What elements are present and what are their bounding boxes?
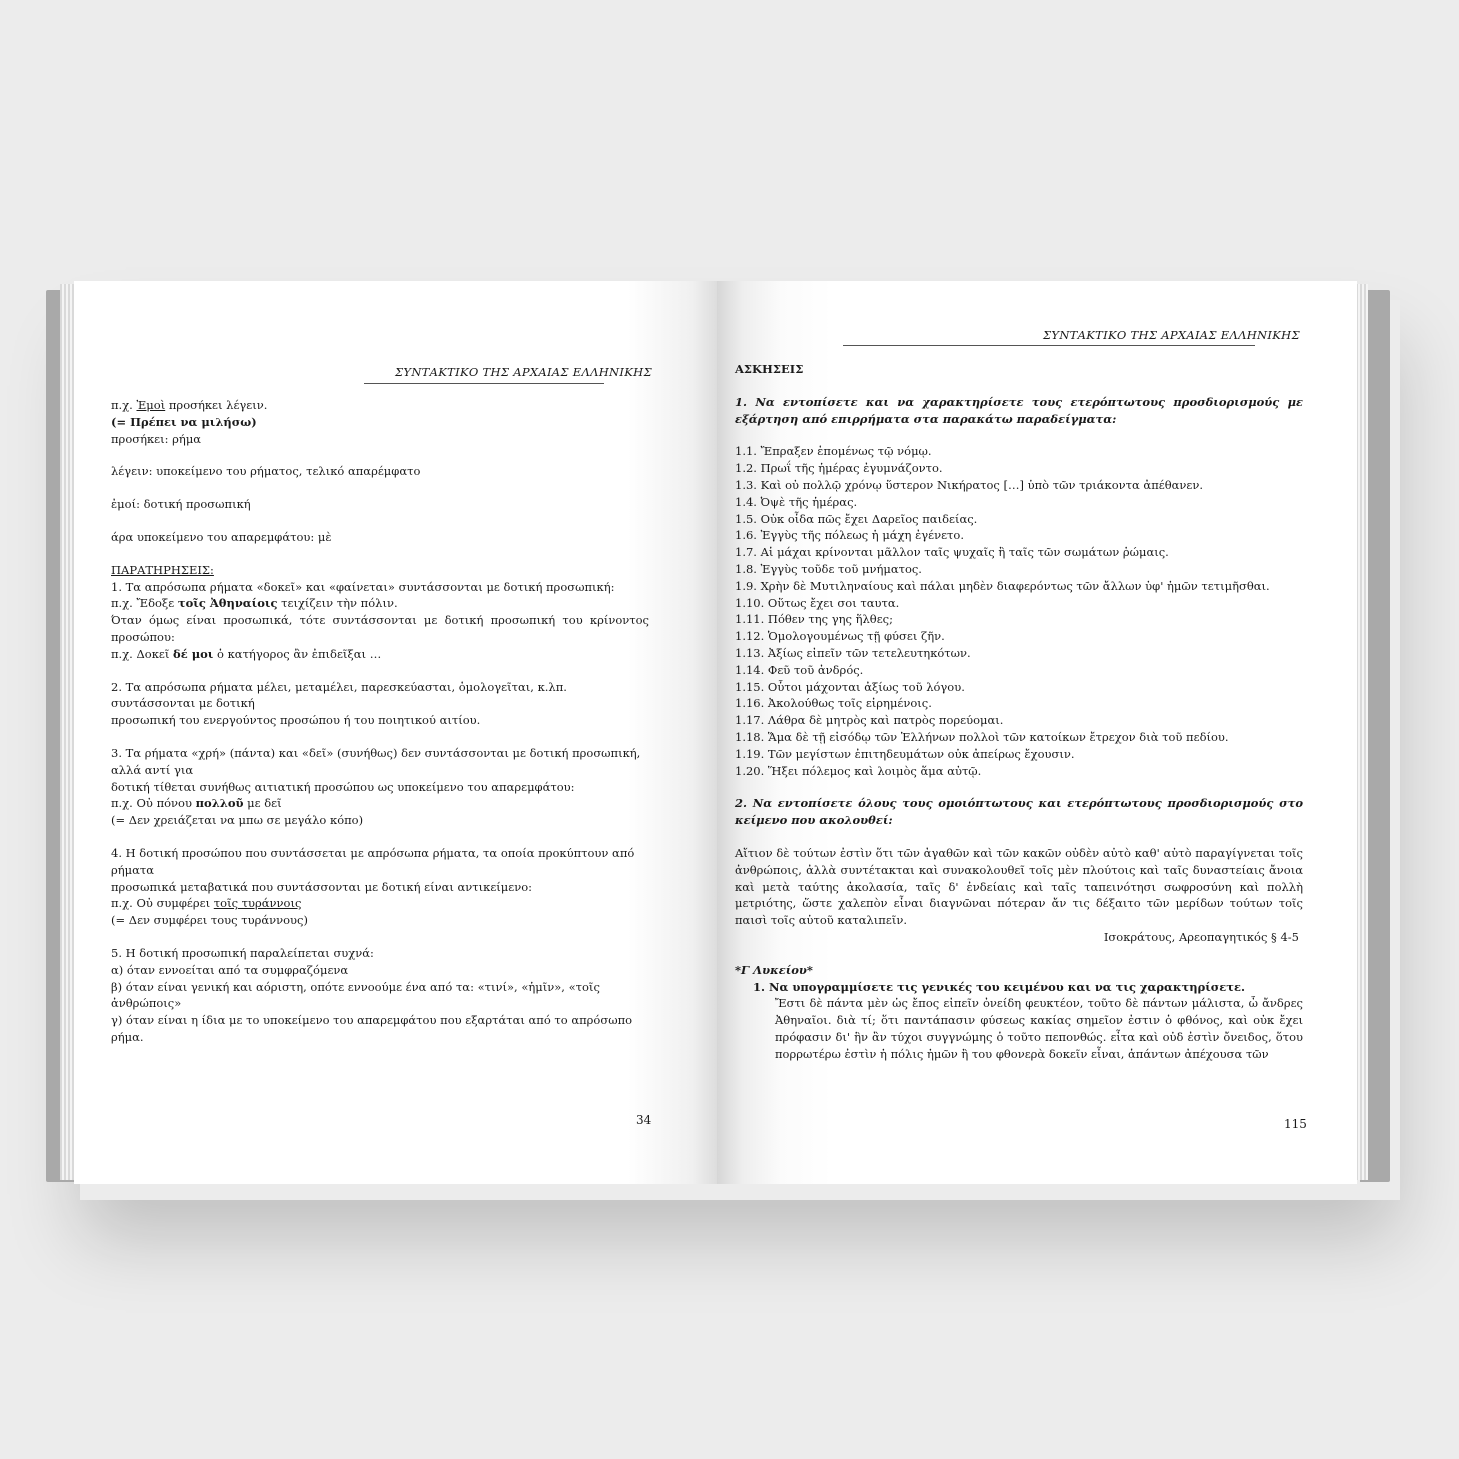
analysis-line: άρα υποκείμενο του απαρεμφάτου: μὲ <box>111 529 332 544</box>
lyceum-task: 1. Να υπογραμμίσετε τις γενικές του κειμένου και να τις χαρακτηρίσετε. <box>753 979 1246 994</box>
note-line: προσωπική του ενεργούντος προσώπου ή του ποιητικού αιτίου. <box>111 713 481 728</box>
note-line: προσωπικά μεταβατικά που συντάσσονται με δοτική είναι αντικείμενο: <box>111 879 533 894</box>
example-sentence: π.χ. Ἐμοὶ προσήκει λέγειν. <box>111 398 268 412</box>
analysis-line: λέγειν: υποκείμενο του ρήματος, τελικό απαρέμφατο <box>111 464 421 479</box>
list-item: 1.13. Ἀξίως εἰπεῖν τῶν τετελευτηκότων. <box>735 645 971 660</box>
note-example: π.χ. Οὐ συμφέρει τοῖς τυράννοις <box>111 896 302 911</box>
note-translation: (= Δεν χρειάζεται να μπω σε μεγάλο κόπο) <box>111 813 364 828</box>
note-example: π.χ. Ἔδοξε τοῖς Ἀθηναίοις τειχίζειν τὴν πόλιν. <box>111 596 398 611</box>
right-page <box>717 281 1357 1184</box>
source-citation: Ισοκράτους, Αρεοπαγητικός § 4-5 <box>1103 929 1299 944</box>
running-head-rule <box>843 345 1255 346</box>
left-page-body <box>111 397 649 1046</box>
lyceum-text: Ἔστι δὲ πάντα μὲν ὡς ἔπος εἰπεῖν ὀνείδη φευκτέον, τοῦτο δὲ πάντων μάλιστα, ὦ ἄνδρες Ἀθηναῖοι. διὰ τί; ὅτι παντάπασιν φύσεως κακίας σημεῖον ἐστιν ὁ φθόνος, καὶ οὐκ ἔχει πρόφασιν δι' ἣν ἂν τύχοι συγγνώμης ὁ τοῦτο πεπονθώς. εἶτα καὶ οὐδ ἐστὶν ὄνειδος, ὅτου πορρωτέρω ἐστὶν ἡ πόλις ἡμῶν ἢ του φθονερὰ δοκεῖν εἶναι, ἁπάντων ἀπέχουσα τῶν <box>775 996 1303 1061</box>
note-line: 5. Η δοτική προσωπική παραλείπεται συχνά: <box>111 945 374 960</box>
list-item: 1.18. Ἅμα δὲ τῇ εἰσόδῳ τῶν Ἑλλήνων πολλοὶ τῶν κατοίκων ἔτρεχον διὰ τοῦ πεδίου. <box>735 729 1229 744</box>
section-title: ΑΣΚΗΣΕΙΣ <box>735 362 804 376</box>
running-head-rule <box>364 383 604 384</box>
analysis-line: ἐμοί: δοτική προσωπική <box>111 497 251 512</box>
note-example: π.χ. Δοκεῖ δέ μοι ὁ κατήγορος ἂν ἐπιδεῖξαι … <box>111 646 382 661</box>
note-line: β) όταν είναι γενική και αόριστη, οπότε εννοούμε ένα από τα: «τινί», «ἡμῖν», «τοῖς ἀνθρώποις» <box>111 979 600 1011</box>
list-item: 1.2. Πρωΐ τῆς ἡμέρας ἐγυμνάζοντο. <box>735 461 943 476</box>
list-item: 1.15. Οὗτοι μάχονται ἀξίως τοῦ λόγου. <box>735 679 965 694</box>
page-number: 34 <box>636 1113 652 1127</box>
exercise-1-list <box>735 443 1303 779</box>
running-head: ΣΥΝΤΑΚΤΙΚΟ ΤΗΣ ΑΡΧΑΙΑΣ ΕΛΛΗΝΙΚΗΣ <box>395 365 652 379</box>
analysis-line: προσήκει: ρήμα <box>111 431 202 446</box>
observations-heading: ΠΑΡΑΤΗΡΗΣΕΙΣ: <box>111 562 214 577</box>
page-number: 115 <box>1284 1117 1307 1131</box>
exercise-2-text: Αἴτιον δὲ τούτων ἐστὶν ὅτι τῶν ἀγαθῶν καὶ τῶν κακῶν οὐδὲν αὐτὸ καθ' αὑτὸ παραγίγνεται τοῖς ἀνθρώποις, ἀλλὰ συντέτακται καὶ συνακολουθεῖ τοῖς μὲν πλούτοις καὶ ταῖς δυναστείαις ἄνοια καὶ μετὰ ταύτης ἀκολασία, ταῖς δ' ἐνδείαις καὶ ταῖς ταπεινότησι σωφροσύνη καὶ πολλὴ μετριότης, ὥστε χαλεπὸν εἶναι διαγνῶναι πότεραν ἄν τις δέξαιτο τῶν μερίδων τούτων τοῖς παισὶ τοῖς αὑτοῦ καταλιπεῖν. <box>735 845 1303 928</box>
list-item: 1.20. Ἥξει πόλεμος καὶ λοιμὸς ἅμα αὐτῷ. <box>735 763 982 778</box>
list-item: 1.1. Ἔπραξεν ἑπομένως τῷ νόμῳ. <box>735 444 932 459</box>
note-line: δοτική τίθεται συνήθως αιτιατική προσώπου ως υποκείμενο του απαρεμφάτου: <box>111 779 575 794</box>
list-item: 1.9. Χρὴν δὲ Μυτιληναίους καὶ πάλαι μηδὲν διαφερόντως τῶν ἄλλων ὑφ' ἡμῶν τετιμῆσθαι. <box>735 578 1270 593</box>
note-line: γ) όταν είναι η ίδια με το υποκείμενο του απαρεμφάτου που εξαρτάται από το απρόσωπο ρήμα. <box>111 1013 633 1044</box>
list-item: 1.7. Αἱ μάχαι κρίνονται μᾶλλον ταῖς ψυχαῖς ἢ ταῖς τῶν σωμάτων ῥώμαις. <box>735 545 1169 560</box>
list-item: 1.5. Οὐκ οἶδα πῶς ἔχει Δαρεῖος παιδείας. <box>735 511 978 526</box>
list-item: 1.14. Φεῦ τοῦ ἀνδρός. <box>735 662 864 677</box>
list-item: 1.3. Καὶ οὐ πολλῷ χρόνῳ ὕστερον Νικήρατος […] ὑπὸ τῶν τριάκοντα ἀπέθανεν. <box>735 477 1204 492</box>
list-item: 1.17. Λάθρα δὲ μητρὸς καὶ πατρὸς πορεύομαι. <box>735 713 1004 728</box>
note-line: 2. Τα απρόσωπα ρήματα μέλει, μεταμέλει, παρεσκεύασται, ὁμολογεῖται, κ.λπ. συντάσσονται με δοτική <box>111 679 567 711</box>
exercise-1-title: 1. Να εντοπίσετε και να χαρακτηρίσετε τους ετερόπτωτους προσδιορισμούς με εξάρτηση από επιρρήματα στα παρακάτω παραδείγματα: <box>735 394 1303 426</box>
note-line: 4. Η δοτική προσώπου που συντάσσεται με απρόσωπα ρήματα, τα οποία προκύπτουν από ρήματα <box>111 845 635 877</box>
note-translation: (= Δεν συμφέρει τους τυράννους) <box>111 913 308 928</box>
right-page-body <box>735 361 1303 1062</box>
example-translation: (= Πρέπει να μιλήσω) <box>111 414 257 429</box>
list-item: 1.8. Ἐγγὺς τοῦδε τοῦ μνήματος. <box>735 561 922 576</box>
left-page <box>74 281 718 1184</box>
note-line: α) όταν εννοείται από τα συμφραζόμενα <box>111 962 349 977</box>
note-example: π.χ. Οὐ πόνου πολλοῦ με δεῖ <box>111 796 282 811</box>
lyceum-label: *Γ Λυκείου* <box>735 962 813 977</box>
list-item: 1.16. Ἀκολούθως τοῖς εἰρημένοις. <box>735 696 932 711</box>
note-line: 3. Τα ρήματα «χρή» (πάντα) και «δεῖ» (συνήθως) δεν συντάσσονται με δοτική προσωπική, αλλά αντί για <box>111 745 641 777</box>
list-item: 1.10. Οὕτως ἔχει σοι ταυτα. <box>735 595 900 610</box>
note-line: 1. Τα απρόσωπα ρήματα «δοκεῖ» και «φαίνεται» συντάσσονται με δοτική προσωπική: <box>111 579 615 594</box>
list-item: 1.6. Ἐγγὺς τῆς πόλεως ἡ μάχη ἐγένετο. <box>735 528 964 543</box>
list-item: 1.12. Ὁμολογουμένως τῇ φύσει ζῆν. <box>735 629 945 644</box>
list-item: 1.19. Τῶν μεγίστων ἐπιτηδευμάτων οὐκ ἀπείρως ἔχουσιν. <box>735 746 1075 761</box>
note-line: Όταν όμως είναι προσωπικά, τότε συντάσσονται με δοτική προσωπική του κρίνοντος προσώπου: <box>111 613 649 644</box>
exercise-2-title: 2. Να εντοπίσετε όλους τους ομοιόπτωτους και ετερόπτωτους προσδιορισμούς στο κείμενο που ακολουθεί: <box>735 796 1303 828</box>
list-item: 1.4. Ὀψὲ τῆς ἡμέρας. <box>735 494 858 509</box>
running-head: ΣΥΝΤΑΚΤΙΚΟ ΤΗΣ ΑΡΧΑΙΑΣ ΕΛΛΗΝΙΚΗΣ <box>1043 328 1300 342</box>
list-item: 1.11. Πόθεν της γης ἥλθες; <box>735 612 893 627</box>
